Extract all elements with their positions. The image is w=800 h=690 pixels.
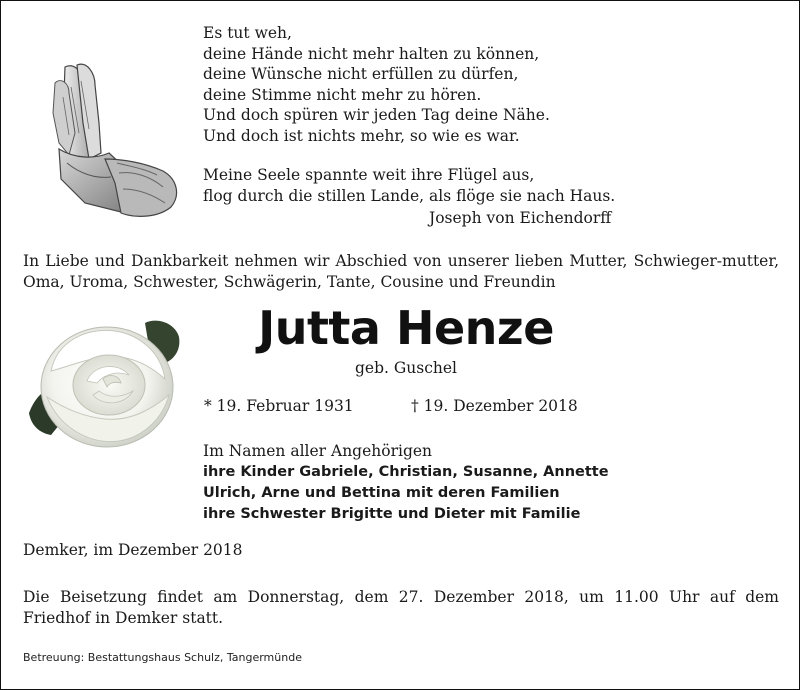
poem-stanza-2: [203, 165, 615, 206]
funeral-info: Die Beisetzung findet am Donnerstag, dem 27. Dezember 2018, um 11.00 Uhr auf dem Friedhof in Demker statt.: [23, 588, 779, 627]
poem-line: Meine Seele spannte weit ihre Flügel aus,: [203, 166, 535, 184]
deceased-name: Jutta Henze: [258, 301, 554, 355]
funeral-service-credit: Betreuung: Bestattungshaus Schulz, Tangermünde: [23, 651, 302, 664]
poem-stanza-1: [203, 23, 550, 146]
praying-hands-icon: [45, 63, 183, 223]
poem-line: Es tut weh,: [203, 24, 292, 42]
poem-line: deine Wünsche nicht erfüllen zu dürfen,: [203, 65, 519, 83]
mourners-line: Ulrich, Arne und Bettina mit deren Familien: [203, 485, 560, 501]
poem-line: deine Stimme nicht mehr zu hören.: [203, 85, 482, 104]
birth-date: * 19. Februar 1931: [204, 397, 354, 415]
mourners-line: ihre Kinder Gabriele, Christian, Susanne, Annette: [203, 464, 609, 480]
death-date: † 19. Dezember 2018: [411, 397, 578, 415]
poem-line: deine Hände nicht mehr halten zu können,: [203, 44, 540, 63]
mourners-block: [203, 441, 609, 525]
maiden-name: geb. Guschel: [355, 359, 457, 377]
poem-line: Und doch ist nichts mehr, so wie es war.: [203, 126, 520, 145]
poem-line: Und doch spüren wir jeden Tag deine Nähe.: [203, 106, 550, 124]
place-date: Demker, im Dezember 2018: [23, 541, 243, 559]
poem-line: flog durch die stillen Lande, als flöge sie nach Haus.: [203, 186, 616, 205]
farewell-intro: In Liebe und Dankbarkeit nehmen wir Abschied von unserer lieben Mutter, Schwieger-mutter, Oma, Uroma, Schwester, Schwägerin, Tante, Cousine und Freundin: [23, 252, 779, 291]
mourners-intro: Im Namen aller Angehörigen: [203, 442, 433, 460]
poem-author: Joseph von Eichendorff: [429, 209, 612, 227]
deceased-name-block: [1, 301, 800, 355]
mourners-line: ihre Schwester Brigitte und Dieter mit Familie: [203, 506, 581, 522]
